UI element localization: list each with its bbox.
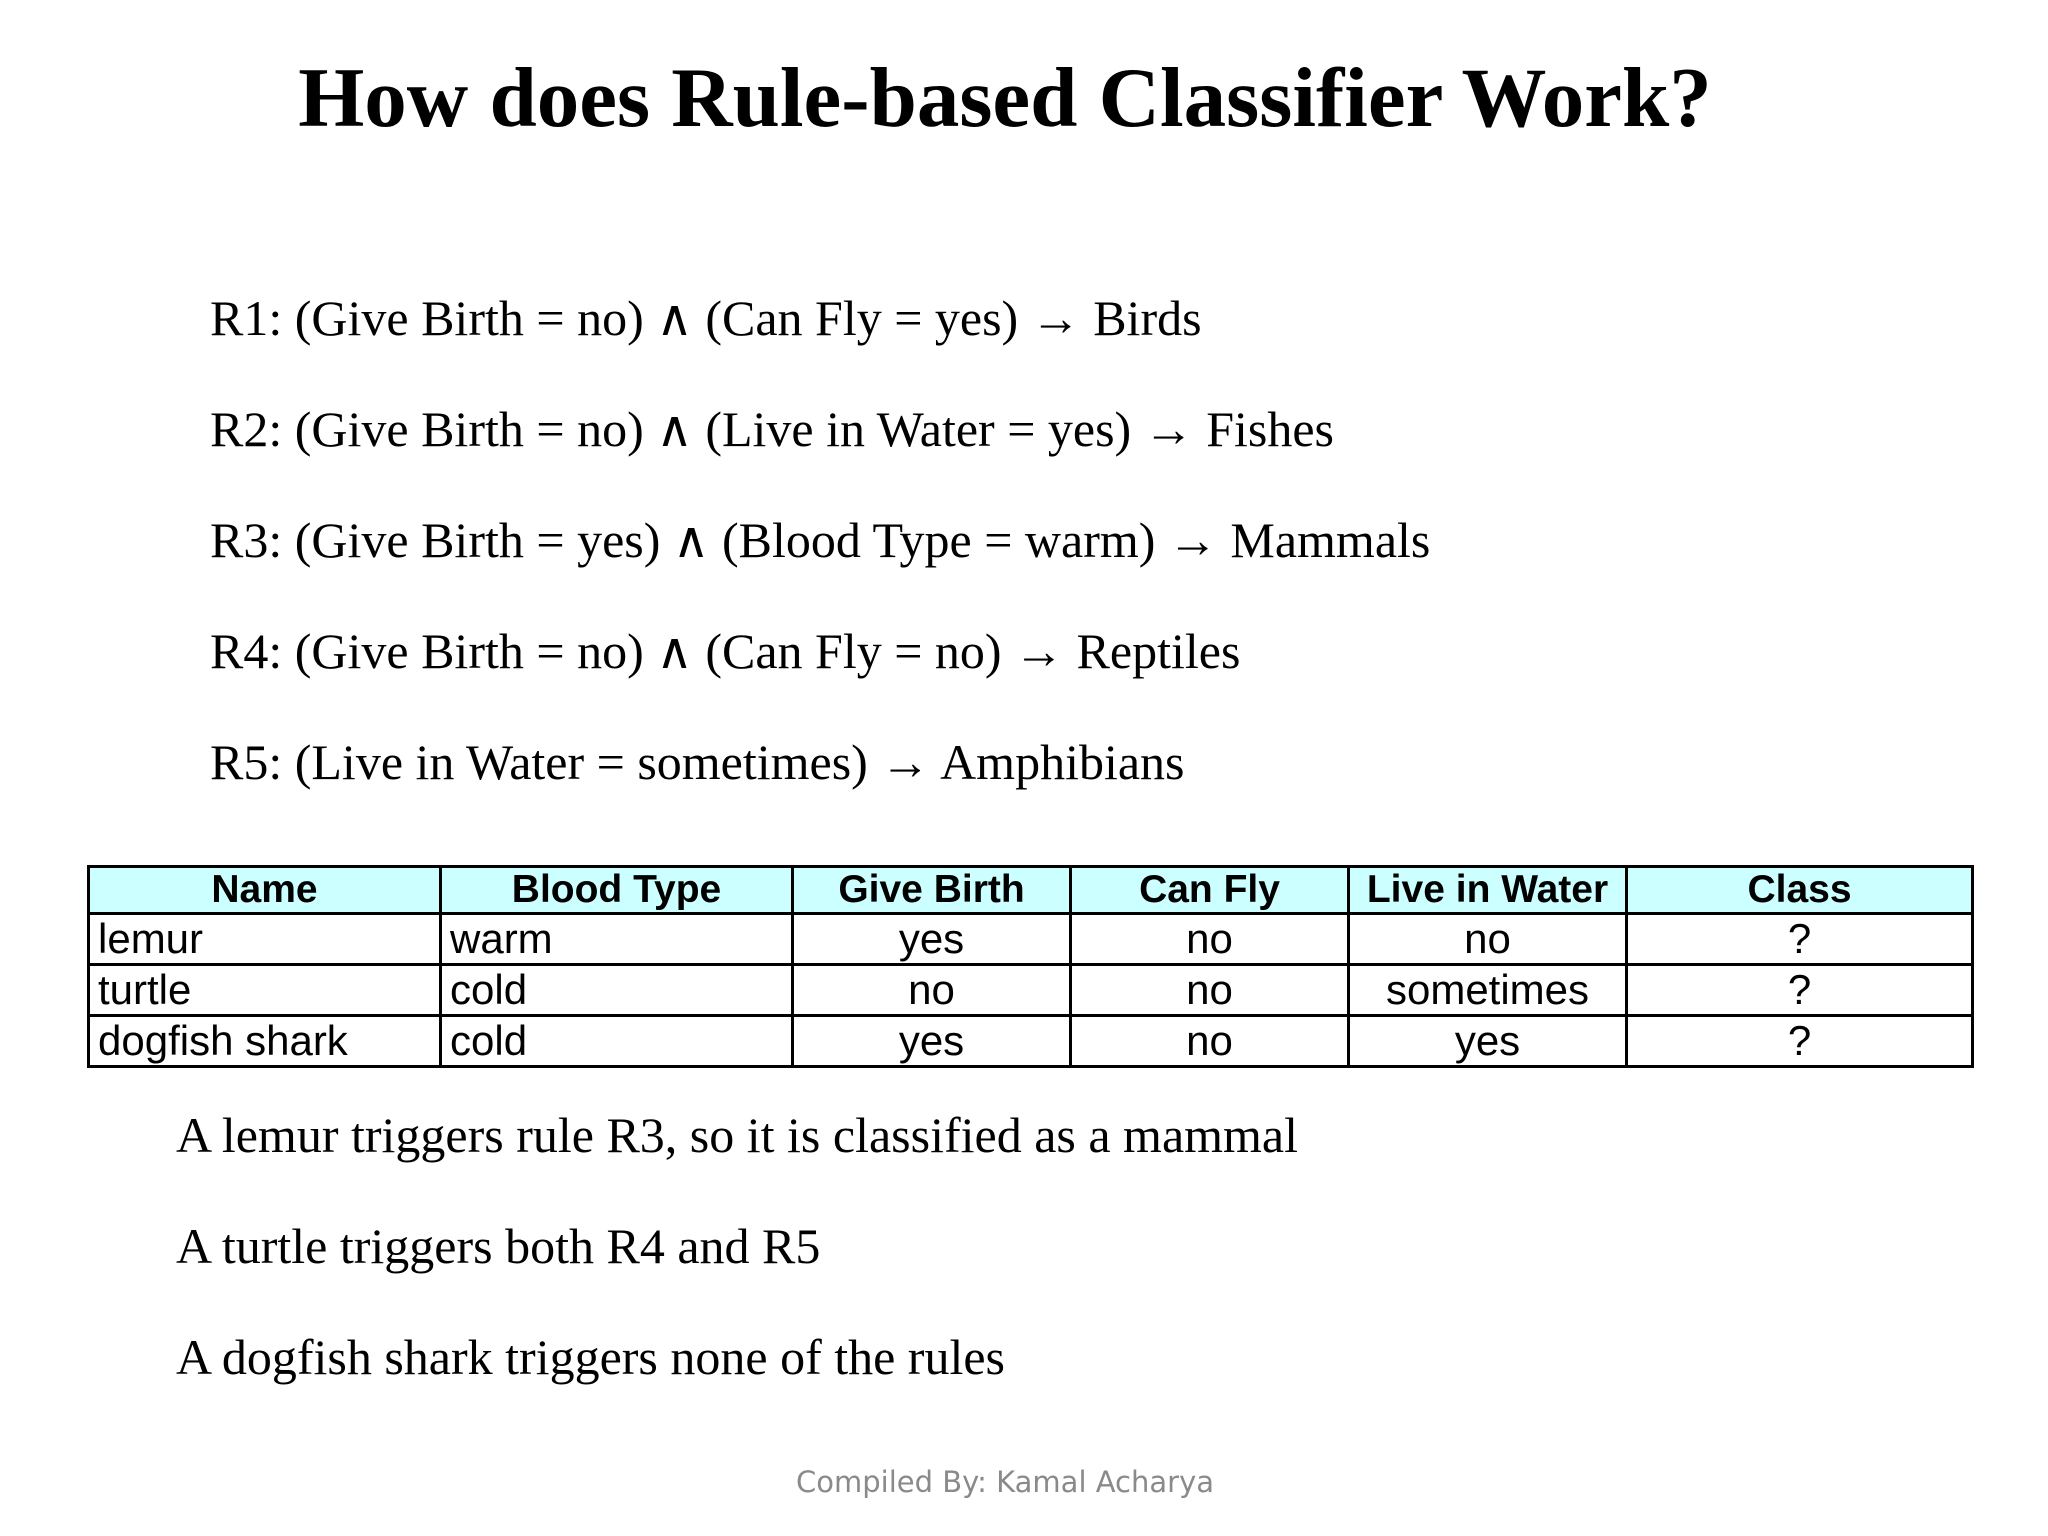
cell-give-birth: no bbox=[793, 965, 1071, 1016]
explanation-list bbox=[176, 1105, 1298, 1438]
rule-r4: R4: (Give Birth = no) ∧ (Can Fly = no) → Reptiles bbox=[210, 623, 1241, 679]
header-live-in-water: Live in Water bbox=[1349, 867, 1627, 914]
cell-give-birth: yes bbox=[793, 914, 1071, 965]
table-row bbox=[89, 965, 1973, 1016]
cell-live-in-water: yes bbox=[1349, 1016, 1627, 1067]
cell-class: ? bbox=[1627, 914, 1973, 965]
table-row bbox=[89, 1016, 1973, 1067]
rule-list bbox=[210, 288, 1430, 843]
cell-can-fly: no bbox=[1071, 965, 1349, 1016]
note-lemur: A lemur triggers rule R3, so it is classified as a mammal bbox=[176, 1107, 1298, 1163]
header-give-birth: Give Birth bbox=[793, 867, 1071, 914]
cell-name: dogfish shark bbox=[89, 1016, 441, 1067]
cell-give-birth: yes bbox=[793, 1016, 1071, 1067]
header-can-fly: Can Fly bbox=[1071, 867, 1349, 914]
rule-r2: R2: (Give Birth = no) ∧ (Live in Water = yes) → Fishes bbox=[210, 401, 1334, 457]
cell-class: ? bbox=[1627, 965, 1973, 1016]
table-row bbox=[89, 914, 1973, 965]
animal-table bbox=[87, 865, 1974, 1068]
table-header-row bbox=[89, 867, 1973, 914]
cell-blood-type: cold bbox=[441, 965, 793, 1016]
header-name: Name bbox=[89, 867, 441, 914]
cell-can-fly: no bbox=[1071, 1016, 1349, 1067]
rule-r3: R3: (Give Birth = yes) ∧ (Blood Type = warm) → Mammals bbox=[210, 512, 1431, 568]
cell-blood-type: cold bbox=[441, 1016, 793, 1067]
rule-r1: R1: (Give Birth = no) ∧ (Can Fly = yes) → Birds bbox=[210, 290, 1202, 346]
cell-name: turtle bbox=[89, 965, 441, 1016]
cell-class: ? bbox=[1627, 1016, 1973, 1067]
cell-blood-type: warm bbox=[441, 914, 793, 965]
cell-name: lemur bbox=[89, 914, 441, 965]
footer-credit: Compiled By: Kamal Acharya bbox=[795, 1465, 1215, 1499]
cell-live-in-water: no bbox=[1349, 914, 1627, 965]
slide-title: How does Rule-based Classifier Work? bbox=[298, 51, 1712, 145]
note-turtle: A turtle triggers both R4 and R5 bbox=[176, 1218, 821, 1274]
note-dogfish-shark: A dogfish shark triggers none of the rules bbox=[176, 1329, 1006, 1385]
cell-live-in-water: sometimes bbox=[1349, 965, 1627, 1016]
rule-r5: R5: (Live in Water = sometimes) → Amphibians bbox=[210, 734, 1185, 790]
header-class: Class bbox=[1627, 867, 1973, 914]
cell-can-fly: no bbox=[1071, 914, 1349, 965]
header-blood-type: Blood Type bbox=[441, 867, 793, 914]
